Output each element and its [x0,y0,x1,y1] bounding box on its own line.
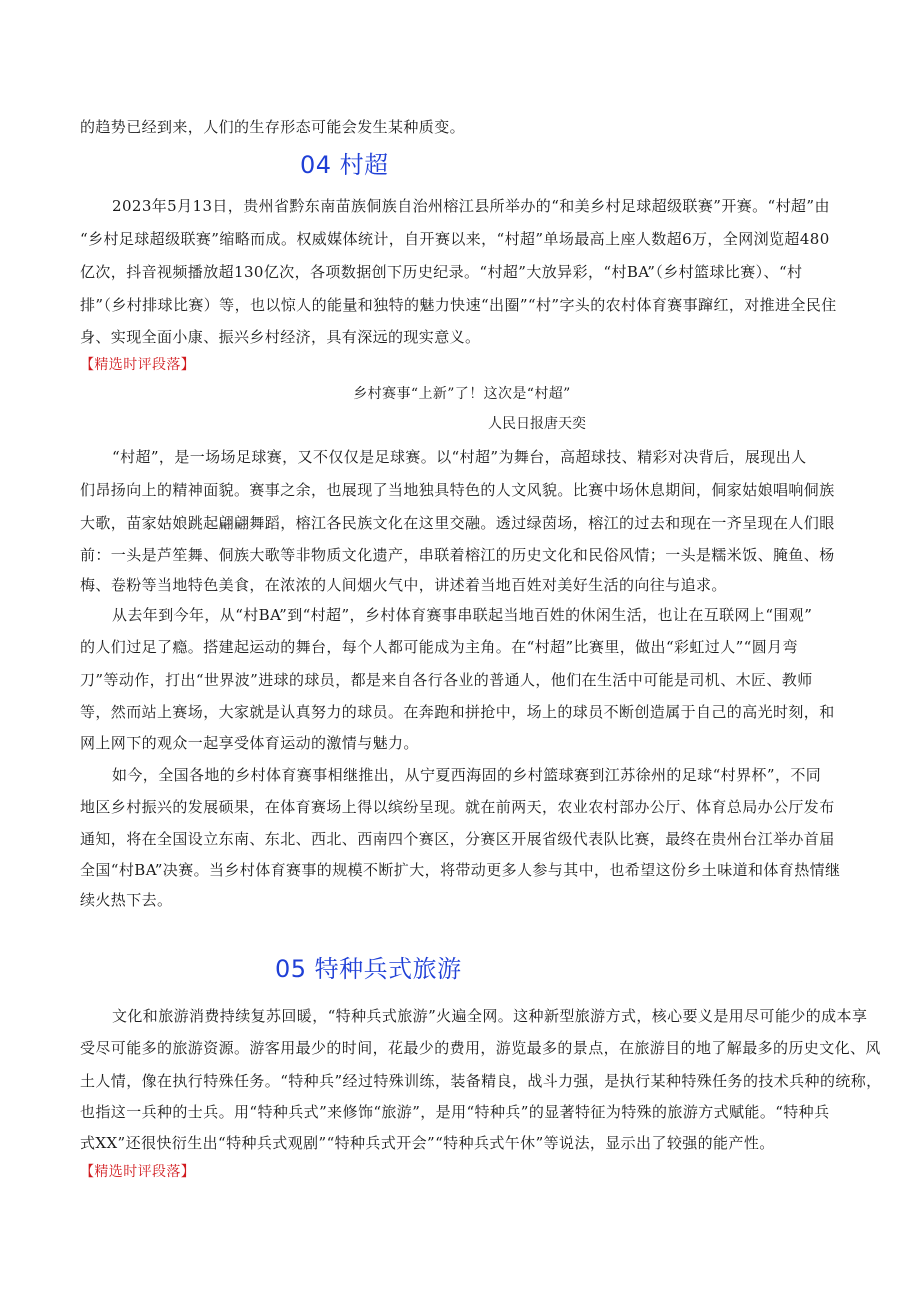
intro-line: 排”（乡村排球比赛）等，也以惊人的能量和独特的魅力快速“出圈”“村”字头的农村体育赛事蹿红，对推进全民住 [80,296,837,314]
intro-line: 土人情，像在执行特殊任务。“特种兵”经过特殊训练，装备精良，战斗力强，是执行某种特殊任务的技术兵种的统称， [80,1072,882,1090]
intro-line: 2023年5月13日，贵州省黔东南苗族侗族自治州榕江县所举办的“和美乡村足球超级联赛”开赛。“村超”由 [112,197,830,215]
article-byline: 人民日报唐天奕 [488,416,586,432]
featured-comment-tag: 【精选时评段落】 [80,1164,196,1180]
intro-line: 身、实现全面小康、振兴乡村经济，具有深远的现实意义。 [80,328,481,346]
paragraph-line: 地区乡村振兴的发展硕果，在体育赛场上得以缤纷呈现。就在前两天，农业农村部办公厅、体育总局办公厅发布 [80,798,835,816]
section-heading-05: 05 特种兵式旅游 [275,955,462,983]
paragraph-line: 们昂扬向上的精神面貌。赛事之余，也展现了当地独具特色的人文风貌。比赛中场休息期间，侗家姑娘唱响侗族 [80,481,835,499]
intro-line: 受尽可能多的旅游资源。游客用最少的时间，花最少的费用，游览最多的景点，在旅游目的地了解最多的历史文化、风 [80,1039,881,1057]
intro-line: 文化和旅游消费持续复苏回暖，“特种兵式旅游”火遍全网。这种新型旅游方式，核心要义是用尽可能少的成本享 [112,1007,868,1025]
intro-line: 式XX”还很快衍生出“特种兵式观剧”“特种兵式开会”“特种兵式午休”等说法，显示出了较强的能产性。 [80,1134,775,1152]
paragraph-line: 刀”等动作，打出“世界波”进球的球员，都是来自各行各业的普通人，他们在生活中可能是司机、木匠、教师 [80,671,813,689]
intro-line: “乡村足球超级联赛”缩略而成。权威媒体统计，自开赛以来，“村超”单场最高上座人数超6万，全网浏览超480 [80,230,830,248]
lead-in-line: 的趋势已经到来，人们的生存形态可能会发生某种质变。 [80,118,466,136]
paragraph-line: 如今，全国各地的乡村体育赛事相继推出，从宁夏西海固的乡村篮球赛到江苏徐州的足球“村界杯”，不同 [112,766,822,784]
featured-comment-tag: 【精选时评段落】 [80,357,196,373]
paragraph-line: “村超”，是一场场足球赛，又不仅仅是足球赛。以“村超”为舞台，高超球技、精彩对决背后，展现出人 [112,448,807,466]
paragraph-line: 续火热下去。 [80,891,173,909]
paragraph-line: 前：一头是芦笙舞、侗族大歌等非物质文化遗产，串联着榕江的历史文化和民俗风情；一头是糯米饭、腌鱼、杨 [80,546,835,564]
intro-line: 亿次，抖音视频播放超130亿次，各项数据创下历史纪录。“村超”大放异彩，“村BA”（乡村篮球比赛）、“村 [80,263,803,281]
intro-line: 也指这一兵种的士兵。用“特种兵式”来修饰“旅游”，是用“特种兵”的显著特征为特殊的旅游方式赋能。“特种兵 [80,1103,830,1121]
paragraph-line: 通知，将在全国设立东南、东北、西北、西南四个赛区，分赛区开展省级代表队比赛，最终在贵州台江举办首届 [80,830,835,848]
paragraph-line: 从去年到今年，从“村BA”到“村超”，乡村体育赛事串联起当地百姓的休闲生活，也让在互联网上“围观” [112,606,813,624]
section-heading-04: 04 村超 [300,151,389,179]
paragraph-line: 网上网下的观众一起享受体育运动的激情与魅力。 [80,734,419,752]
paragraph-line: 全国“村BA”决赛。当乡村体育赛事的规模不断扩大，将带动更多人参与其中，也希望这份乡土味道和体育热情继 [80,861,841,879]
paragraph-line: 大歌，苗家姑娘跳起翩翩舞蹈，榕江各民族文化在这里交融。透过绿茵场，榕江的过去和现在一齐呈现在人们眼 [80,514,835,532]
paragraph-line: 梅、卷粉等当地特色美食，在浓浓的人间烟火气中，讲述着当地百姓对美好生活的向往与追求。 [80,576,727,594]
paragraph-line: 等，然而站上赛场，大家就是认真努力的球员。在奔跑和拼抢中，场上的球员不断创造属于自己的高光时刻，和 [80,703,835,721]
paragraph-line: 的人们过足了瘾。搭建起运动的舞台，每个人都可能成为主角。在“村超”比赛里，做出“彩虹过人”“圆月弯 [80,638,798,656]
article-title: 乡村赛事“上新”了！这次是“村超” [353,386,571,402]
